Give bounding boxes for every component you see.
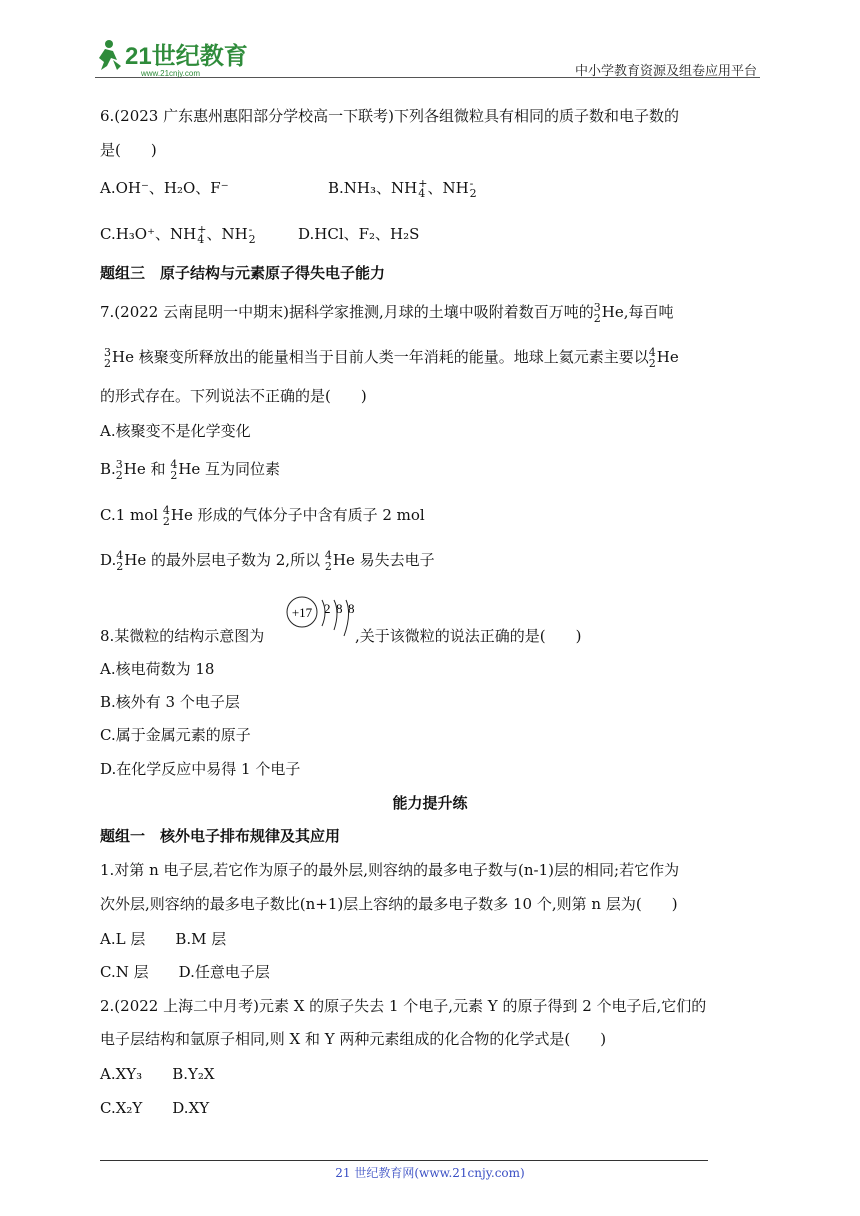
q8-option-b: B.核外有 3 个电子层 — [100, 693, 240, 711]
q6-stem-line1: 6.(2023 广东惠州惠阳部分学校高一下联考)下列各组微粒具有相同的质子数和电子数的 — [100, 107, 679, 125]
footer-link[interactable]: 21 世纪教育网(www.21cnjy.com) — [335, 1166, 525, 1180]
q7-option-d: D. 4 2 He 的最外层电子数为 2,所以 4 2 He 易失去电子 — [100, 549, 435, 573]
q7-stem-line1: 7.(2022 云南昆明一中期末)据科学家推测,月球的土壤中吸附着数百万吨的 3 2 He,每百吨 — [100, 301, 674, 325]
q7-option-a: A.核聚变不是化学变化 — [100, 422, 251, 440]
q8-stem-b: ,关于该微粒的说法正确的是( ) — [355, 627, 582, 645]
p2-stem-line2: 电子层结构和氩原子相同,则 X 和 Y 两种元素组成的化合物的化学式是( ) — [100, 1030, 607, 1048]
logo-text: 21世纪教育 — [125, 43, 248, 70]
q6-option-c: C.H₃O⁺、NH + 4 、NH - 2 — [100, 223, 256, 246]
header-platform-text: 中小学教育资源及组卷应用平台 — [574, 64, 757, 79]
q8-option-a: A.核电荷数为 18 — [100, 660, 215, 678]
p2-stem-line1: 2.(2022 上海二中月考)元素 X 的原子失去 1 个电子,元素 Y 的原子得到 2 个电子后,它们的 — [100, 997, 707, 1015]
p1-options-row2: C.N 层 D.任意电子层 — [100, 963, 270, 981]
shell-2-electrons: 8 — [336, 601, 343, 616]
site-logo — [95, 36, 260, 80]
footer-divider — [100, 1160, 708, 1161]
shell-1-electrons: 2 — [324, 601, 331, 616]
header-divider — [95, 77, 760, 78]
runner-icon — [99, 40, 121, 70]
q6-option-d: D.HCl、F₂、H₂S — [298, 225, 420, 243]
p2-options-row1: A.XY₃ B.Y₂X — [100, 1065, 215, 1083]
p1-stem-line1: 1.对第 n 电子层,若它作为原子的最外层,则容纳的最多电子数与(n-1)层的相同;若它作为 — [100, 861, 680, 879]
p2-options-row2: C.X₂Y D.XY — [100, 1099, 210, 1117]
q8-stem-a: 8.某微粒的结构示意图为 — [100, 627, 265, 645]
atomic-structure-diagram — [284, 596, 364, 642]
q8-option-d: D.在化学反应中易得 1 个电子 — [100, 760, 301, 778]
q6-option-b: B.NH₃、NH + 4 、NH - 2 — [328, 177, 477, 200]
p1-options-row1: A.L 层 B.M 层 — [100, 930, 227, 948]
q8-option-c: C.属于金属元素的原子 — [100, 726, 251, 744]
q7-option-c: C.1 mol 4 2 He 形成的气体分子中含有质子 2 mol — [100, 504, 425, 528]
p1-stem-line2: 次外层,则容纳的最多电子数比(n+1)层上容纳的最多电子数多 10 个,则第 n 层为( ) — [100, 895, 678, 913]
q6-option-a: A.OH⁻、H₂O、F⁻ — [100, 179, 229, 197]
shell-3-electrons: 8 — [348, 601, 355, 616]
section-title: 能力提升练 — [392, 794, 468, 812]
q6-stem-line2: 是( ) — [100, 141, 157, 159]
group1-heading: 题组一 核外电子排布规律及其应用 — [100, 827, 341, 845]
logo-url: www.21cnjy.com — [141, 69, 200, 78]
q7-stem-line3: 的形式存在。下列说法不正确的是( ) — [100, 387, 367, 405]
group3-heading: 题组三 原子结构与元素原子得失电子能力 — [100, 264, 386, 282]
q7-option-b: B. 3 2 He 和 4 2 He 互为同位素 — [100, 458, 281, 482]
q7-stem-line2: 3 2 He 核聚变所释放出的能量相当于目前人类一年消耗的能量。地球上氦元素主要以 4 2 He — [104, 346, 679, 370]
nucleus-charge: +17 — [291, 605, 313, 620]
